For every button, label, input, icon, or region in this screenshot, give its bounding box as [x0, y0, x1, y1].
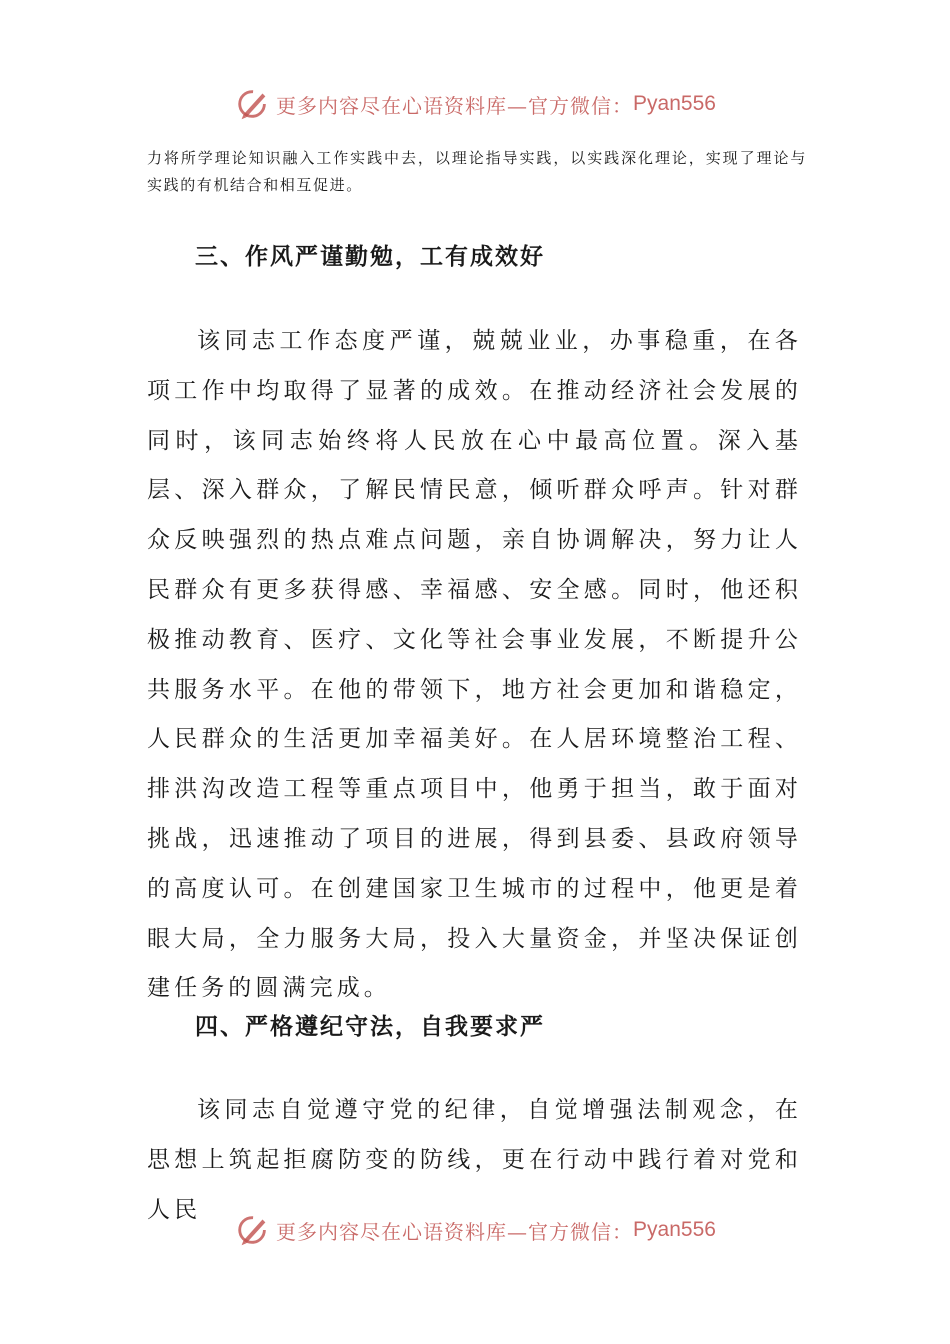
watermark-wechat-id: Pyan556 [633, 92, 716, 115]
pen-logo-icon [234, 85, 272, 123]
carryover-paragraph: 力将所学理论知识融入工作实践中去，以理论指导实践，以实践深化理论，实现了理论与实践的有机结合和相互促进。 [147, 149, 807, 194]
watermark-text: 更多内容尽在心语资料库—官方微信： [276, 93, 634, 118]
section-3-paragraph: 该同志工作态度严谨，兢兢业业，办事稳重，在各项工作中均取得了显著的成效。在推动经济社会发展的同时，该同志始终将人民放在心中最高位置。深入基层、深入群众，了解民情民意，倾听群众呼声。针对群众反映强烈的热点难点问题，亲自协调解决，努力让人民群众有更多获得感、幸福感、安全感。同时，他还积极推动教育、医疗、文化等社会事业发展，不断提升公共服务水平。在他的带领下，地方社会更加和谐稳定，人民群众的生活更加幸福美好。在人居环境整治工程、排洪沟改造工程等重点项目中，他勇于担当，敢于面对挑战，迅速推动了项目的进展，得到县委、县政府领导的高度认可。在创建国家卫生城市的过程中，他更是着眼大局，全力服务大局，投入大量资金，并坚决保证创建任务的圆满完成。 [147, 328, 802, 1002]
section-4-heading: 四、严格遵纪守法，自我要求严 [195, 1014, 545, 1040]
watermark-wechat-id: Pyan556 [633, 1218, 716, 1241]
section-4-paragraph: 该同志自觉遵守党的纪律，自觉增强法制观念，在思想上筑起拒腐防变的防线，更在行动中践行着对党和人民 [147, 1097, 802, 1223]
watermark-banner-bottom [0, 1208, 950, 1252]
section-3-heading: 三、作风严谨勤勉，工有成效好 [195, 244, 545, 270]
watermark-text: 更多内容尽在心语资料库—官方微信： [276, 1219, 634, 1244]
watermark-banner-top [0, 82, 950, 126]
pen-logo-icon [234, 1211, 272, 1249]
